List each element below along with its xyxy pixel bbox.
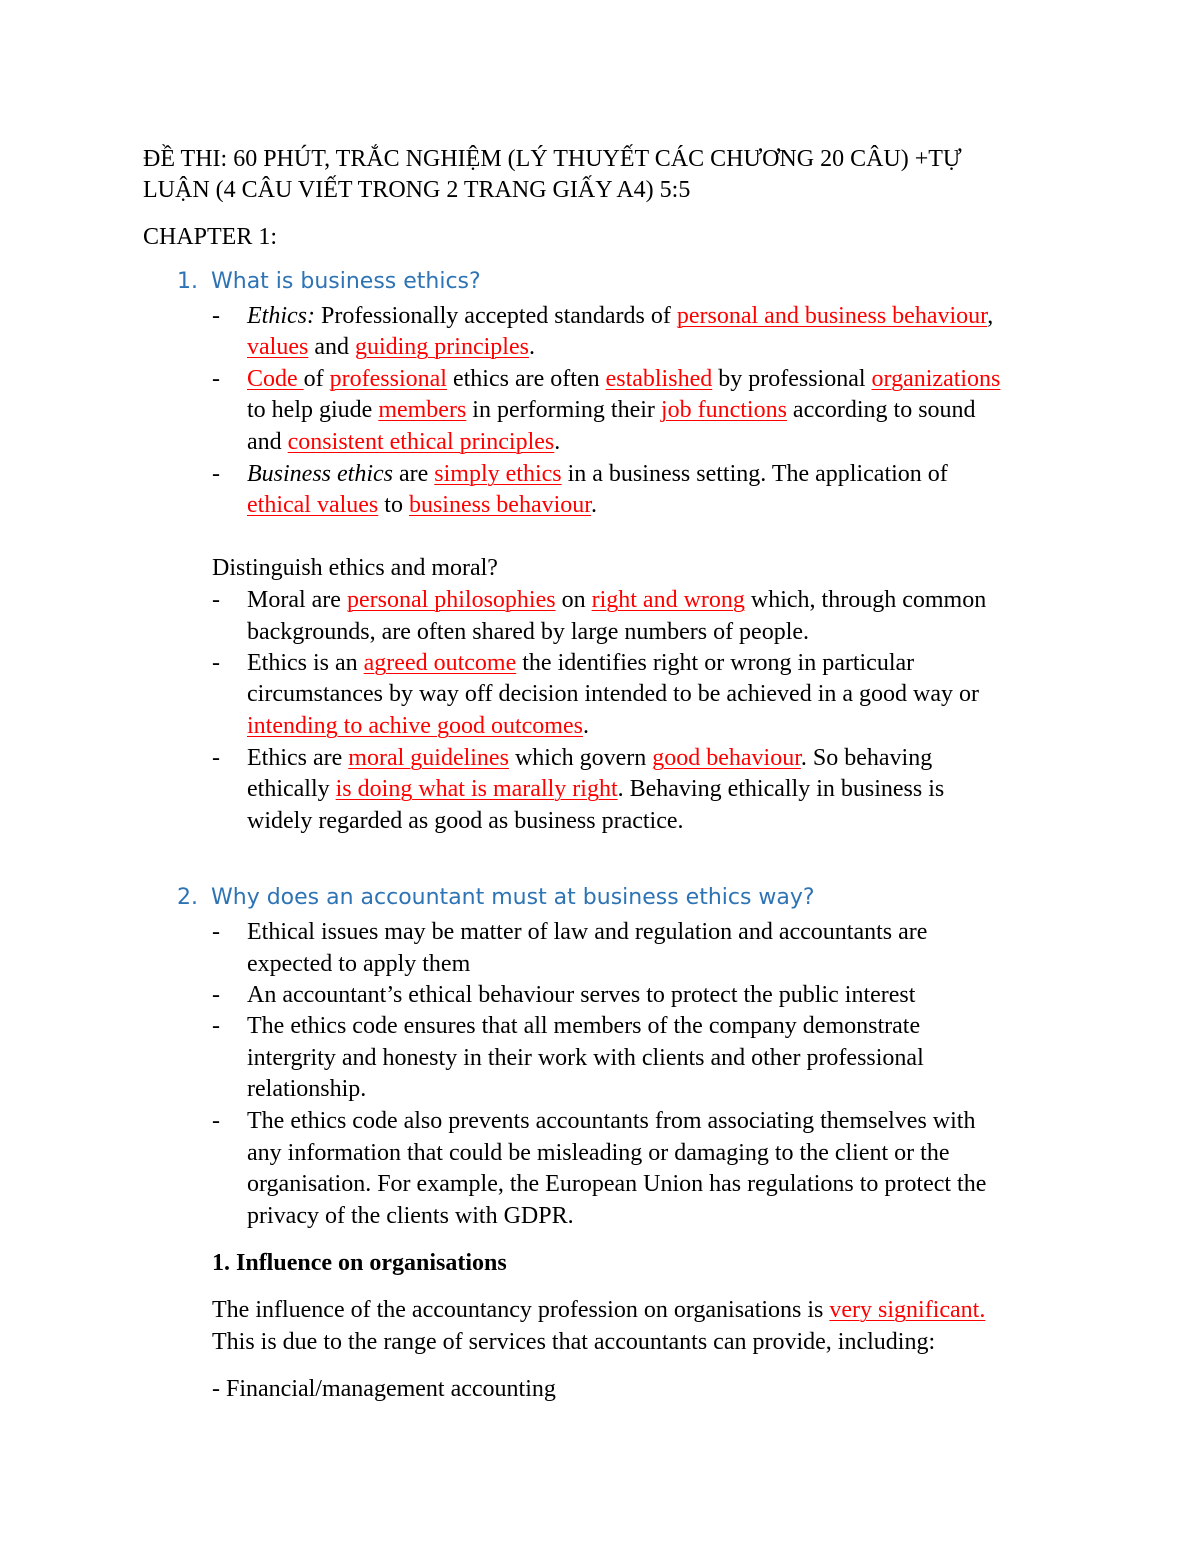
bullet-dash: - <box>212 982 220 1008</box>
bullet-dash: - <box>212 919 220 945</box>
d-bullet-2-line-1: Ethics is an agreed outcome the identifies right or wrong in particular <box>247 650 915 676</box>
s2-bullet-3-line-3: relationship. <box>247 1076 367 1102</box>
s2-bullet-4-line-3: organisation. For example, the European Union has regulations to protect the <box>247 1171 987 1197</box>
bullet-dash: - <box>212 745 220 771</box>
distinguish-question: Distinguish ethics and moral? <box>212 555 498 581</box>
d-bullet-2-line-3: intending to achive good outcomes. <box>247 713 589 739</box>
s1-bullet-1-line-1: Ethics: Professionally accepted standards of personal and business behaviour, <box>247 303 994 329</box>
d-bullet-3-line-2: ethically is doing what is marally right. Behaving ethically in business is <box>247 776 945 802</box>
bullet-dash: - <box>212 366 220 392</box>
s2-bullet-4-line-2: any information that could be misleading or damaging to the client or the <box>247 1140 950 1166</box>
s1-bullet-1-line-2: values and guiding principles. <box>247 334 535 360</box>
influence-heading: 1. Influence on organisations <box>212 1250 507 1276</box>
d-bullet-3-line-1: Ethics are moral guidelines which govern good behaviour. So behaving <box>247 745 933 771</box>
section-1-number: 1. <box>177 269 198 294</box>
d-bullet-2-line-2: circumstances by way off decision intended to be achieved in a good way or <box>247 681 979 707</box>
s2-bullet-3-line-2: intergrity and honesty in their work with clients and other professional <box>247 1045 924 1071</box>
section-2-number: 2. <box>177 885 198 910</box>
exam-info-line-2: LUẬN (4 CÂU VIẾT TRONG 2 TRANG GIẤY A4) 5:5 <box>143 177 691 203</box>
s1-bullet-2-line-1: Code of professional ethics are often established by professional organizations <box>247 366 1001 392</box>
influence-list-item: - Financial/management accounting <box>212 1376 556 1402</box>
chapter-title: CHAPTER 1: <box>143 224 278 250</box>
section-1-heading <box>177 266 481 298</box>
s2-bullet-4-line-1: The ethics code also prevents accountants from associating themselves with <box>247 1108 976 1134</box>
bullet-dash: - <box>212 1108 220 1134</box>
bullet-dash: - <box>212 303 220 329</box>
exam-info-line-1: ĐỀ THI: 60 PHÚT, TRẮC NGHIỆM (LÝ THUYẾT CÁC CHƯƠNG 20 CÂU) +TỰ <box>143 146 962 172</box>
bullet-dash: - <box>212 1013 220 1039</box>
s2-bullet-3-line-1: The ethics code ensures that all members of the company demonstrate <box>247 1013 921 1039</box>
d-bullet-1-line-1: Moral are personal philosophies on right and wrong which, through common <box>247 587 987 613</box>
influence-paragraph-line-1: The influence of the accountancy profession on organisations is very significant. <box>212 1297 986 1323</box>
s2-bullet-2-line-1: An accountant’s ethical behaviour serves to protect the public interest <box>247 982 916 1008</box>
bullet-dash: - <box>212 587 220 613</box>
s1-bullet-2-line-3: and consistent ethical principles. <box>247 429 561 455</box>
section-1-heading-text: What is business ethics? <box>211 269 481 294</box>
s2-bullet-4-line-4: privacy of the clients with GDPR. <box>247 1203 574 1229</box>
s1-bullet-3-line-2: ethical values to business behaviour. <box>247 492 597 518</box>
s2-bullet-1-line-1: Ethical issues may be matter of law and regulation and accountants are <box>247 919 928 945</box>
bullet-dash: - <box>212 650 220 676</box>
section-2-heading-text: Why does an accountant must at business ethics way? <box>211 885 815 910</box>
s2-bullet-1-line-2: expected to apply them <box>247 951 471 977</box>
bullet-dash: - <box>212 461 220 487</box>
d-bullet-1-line-2: backgrounds, are often shared by large numbers of people. <box>247 619 810 645</box>
s1-bullet-3-line-1: Business ethics are simply ethics in a business setting. The application of <box>247 461 948 487</box>
s1-bullet-2-line-2: to help giude members in performing their job functions according to sound <box>247 397 976 423</box>
d-bullet-3-line-3: widely regarded as good as business practice. <box>247 808 684 834</box>
section-2-heading <box>177 882 815 914</box>
influence-paragraph-line-2: This is due to the range of services that accountants can provide, including: <box>212 1329 936 1355</box>
